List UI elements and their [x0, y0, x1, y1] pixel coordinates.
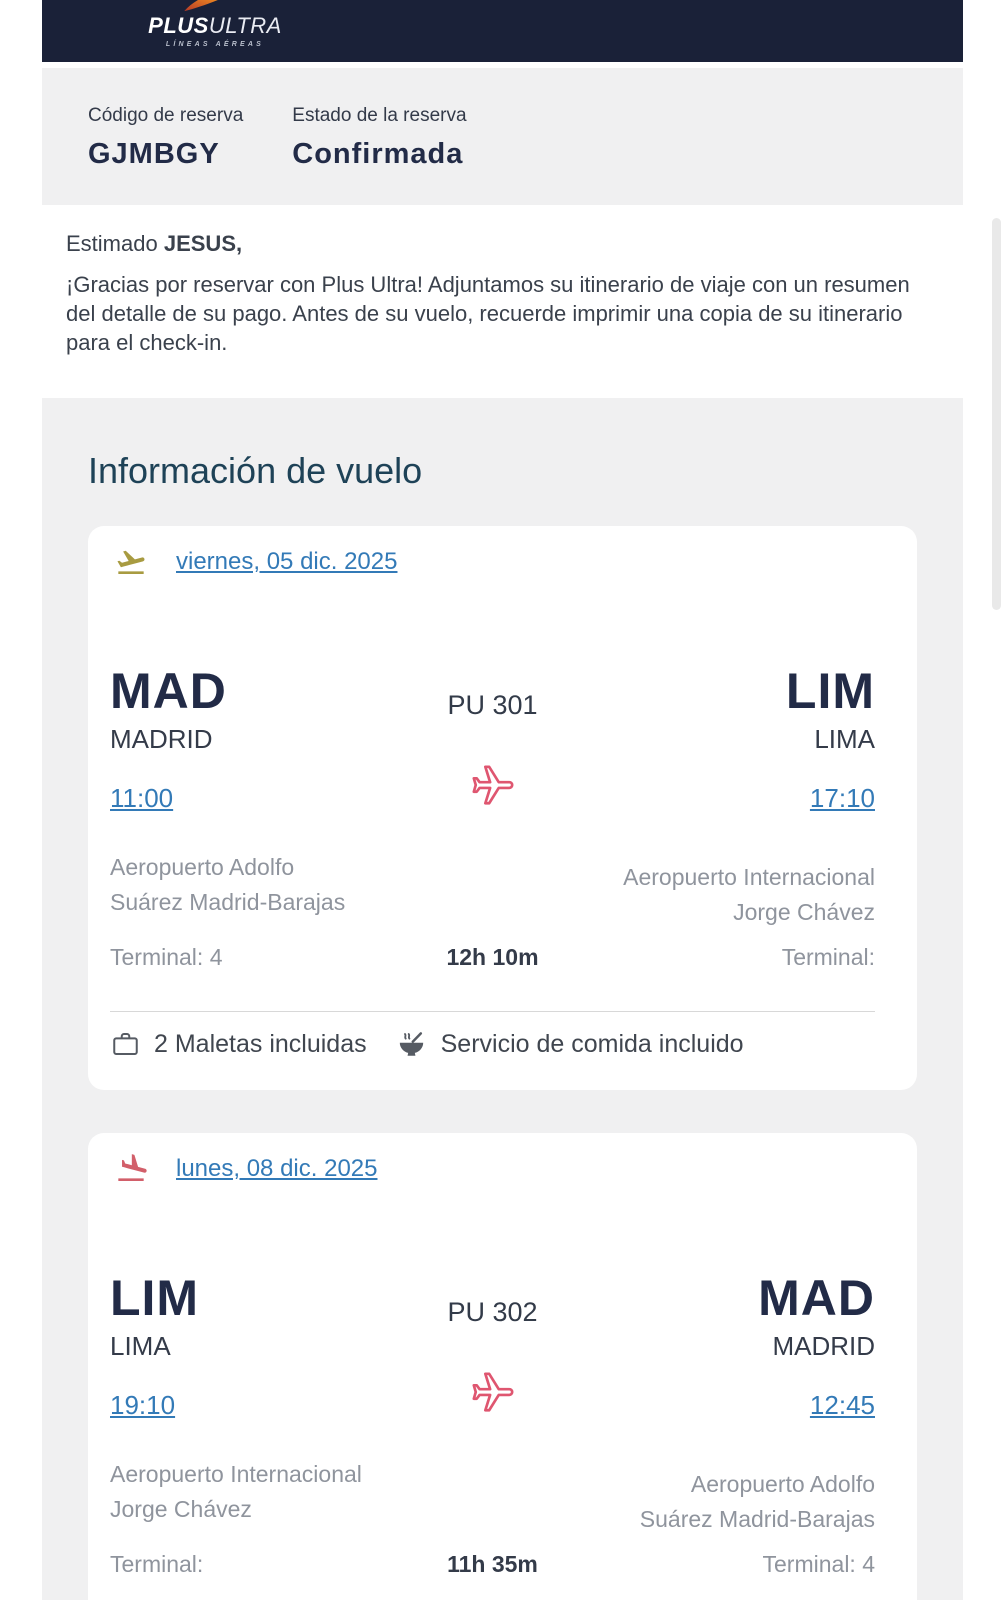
origin-airport-line1: Aeropuerto Internacional — [110, 1461, 362, 1487]
airports-row — [110, 1457, 875, 1532]
plane-takeoff-icon — [112, 546, 150, 578]
destination-city: LIMA — [814, 724, 875, 754]
plusultra-logo — [140, 0, 290, 48]
origin-terminal: Terminal: — [110, 1551, 204, 1577]
plane-icon — [447, 1370, 537, 1416]
reservation-status: Confirmada — [292, 138, 464, 170]
plane-landing-icon — [112, 1153, 150, 1185]
amenity-meal — [395, 1028, 744, 1060]
destination-terminal: Terminal: 4 — [762, 1551, 875, 1577]
destination-airport — [640, 1467, 875, 1537]
email-body — [42, 0, 963, 1600]
flight-date-link[interactable]: viernes, 05 dic. 2025 — [176, 548, 398, 575]
origin-city: LIMA — [110, 1331, 171, 1361]
flight-number: PU 301 — [447, 690, 538, 720]
terminal-row — [110, 1551, 875, 1578]
recipient-name: JESUS, — [163, 231, 243, 256]
flight-info-title: Información de vuelo — [88, 450, 423, 491]
destination-code: LIM — [785, 663, 875, 719]
destination-code: MAD — [758, 1270, 875, 1326]
departure-time-link[interactable]: 11:00 — [110, 783, 174, 813]
brand-wordmark — [140, 13, 290, 39]
salutation-word: Estimado — [66, 231, 158, 256]
arrival-time-link[interactable]: 17:10 — [809, 783, 875, 813]
reservation-summary — [42, 68, 963, 205]
origin-block — [110, 1270, 447, 1421]
origin-city: MADRID — [110, 724, 213, 754]
flight-card-outbound — [88, 526, 917, 1090]
origin-airport-line2: Suárez Madrid-Barajas — [110, 889, 346, 915]
origin-code: MAD — [110, 663, 227, 719]
reservation-status-block — [292, 105, 466, 205]
flight-route-row — [110, 663, 875, 814]
destination-airport-line2: Jorge Chávez — [733, 899, 875, 925]
arrival-time-link[interactable]: 12:45 — [809, 1390, 875, 1420]
terminal-row — [110, 944, 875, 971]
origin-airport — [110, 1457, 362, 1527]
reservation-code-block — [88, 105, 243, 205]
flight-duration: 11h 35m — [447, 1551, 538, 1577]
greeting-message: ¡Gracias por reservar con Plus Ultra! Adjuntamos su itinerario de viaje con un resumen del detalle de su pago. Antes de su vuelo, recuerde imprimir una copia de su itinerario para el check-in. — [66, 272, 910, 355]
brand-name-light: ULTRA — [208, 13, 282, 38]
flight-center-block — [447, 666, 537, 814]
meal-label: Servicio de comida incluido — [440, 1029, 744, 1058]
destination-airport — [623, 860, 875, 930]
destination-airport-line2: Suárez Madrid-Barajas — [639, 1506, 875, 1532]
destination-city: MADRID — [772, 1331, 875, 1361]
amenities-row — [110, 1028, 875, 1060]
origin-terminal: Terminal: 4 — [110, 944, 223, 970]
flight-card-return — [88, 1133, 917, 1600]
origin-airport — [110, 850, 345, 920]
destination-airport-line1: Aeropuerto Internacional — [623, 864, 875, 890]
brand-tagline: LÍNEAS AÉREAS — [165, 41, 265, 48]
meal-icon — [395, 1028, 428, 1060]
reservation-code-label: Código de reserva — [88, 105, 244, 126]
baggage-label: 2 Maletas incluidas — [154, 1029, 367, 1058]
brand-name-bold: PLUS — [148, 13, 209, 38]
greeting-section — [42, 205, 963, 398]
reservation-code: GJMBGY — [88, 138, 220, 170]
origin-block — [110, 663, 447, 814]
origin-airport-line1: Aeropuerto Adolfo — [110, 854, 295, 880]
flight-number: PU 302 — [447, 1297, 538, 1327]
flight-duration: 12h 10m — [446, 944, 539, 970]
reservation-status-label: Estado de la reserva — [292, 105, 467, 126]
brand-band — [42, 0, 963, 62]
flight-date-link[interactable]: lunes, 08 dic. 2025 — [176, 1155, 378, 1182]
amenity-baggage — [110, 1029, 367, 1059]
flight-route-row — [110, 1270, 875, 1421]
destination-terminal: Terminal: — [781, 944, 875, 970]
salutation — [66, 231, 939, 257]
plane-icon — [447, 763, 537, 809]
destination-block — [538, 1270, 875, 1421]
suitcase-icon — [110, 1029, 141, 1059]
airports-row — [110, 850, 875, 925]
origin-airport-line2: Jorge Chávez — [110, 1496, 252, 1522]
flight-date-row — [110, 1153, 875, 1185]
destination-airport-line1: Aeropuerto Adolfo — [690, 1471, 875, 1497]
destination-block — [538, 663, 875, 814]
departure-time-link[interactable]: 19:10 — [110, 1390, 176, 1420]
flight-date-row — [110, 546, 875, 578]
flight-center-block — [447, 1273, 537, 1421]
logo-swoosh-icon — [182, 0, 250, 13]
scrollbar-thumb[interactable] — [992, 218, 1001, 610]
card-divider — [110, 1011, 875, 1012]
origin-code: LIM — [110, 1270, 200, 1326]
flight-info-section — [42, 398, 963, 1600]
